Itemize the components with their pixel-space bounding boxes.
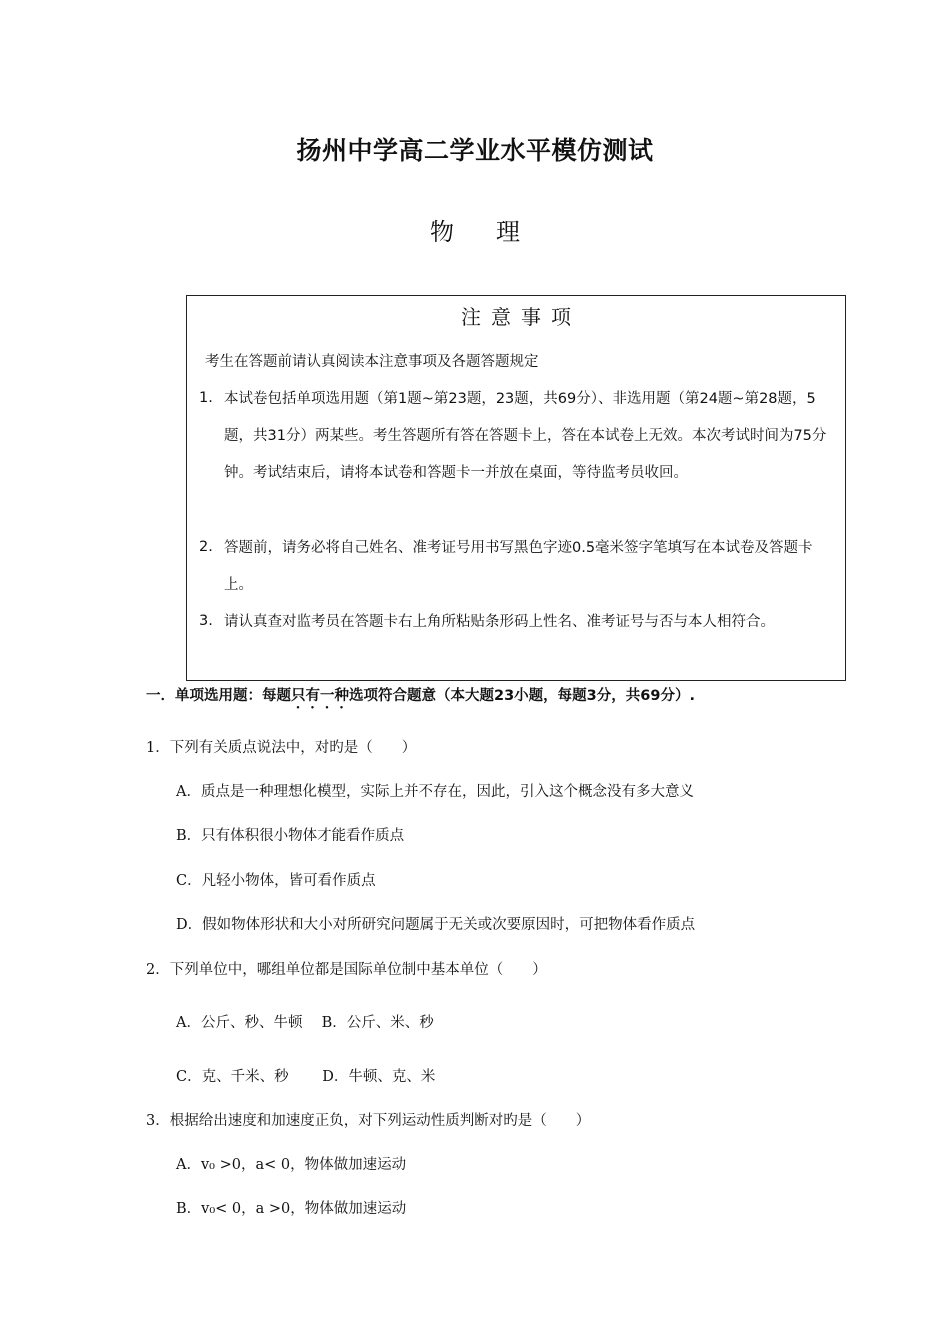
option-item: B．只有体积很小物体才能看作质点 xyxy=(176,828,405,844)
option-item: A．公斤、秒、牛顿 B．公斤、米、秒 xyxy=(176,1015,434,1031)
notice-item xyxy=(187,613,835,641)
notice-item-number: 2. xyxy=(199,539,213,555)
notice-intro: 考生在答题前请认真阅读本注意事项及各题答题规定 xyxy=(205,354,539,370)
section-title xyxy=(146,684,695,712)
notice-item-text: 本试卷包括单项选用题（第1题~第23题，23题，共69分）、非选用题（第24题~第28题，5题，共31分）两某些。考生答题所有答在答题卡上，答在本试卷上无效。本次考试时间为75分钟。考试结束后，请将本试卷和答题卡一并放在桌面，等待监考员收回。 xyxy=(224,391,827,481)
option-item: C．凡轻小物体，皆可看作质点 xyxy=(176,873,376,889)
option-item: A．v₀ >0，a< 0，物体做加速运动 xyxy=(176,1157,407,1173)
option-item: D．假如物体形状和大小对所研究问题属于无关或次要原因时，可把物体看作质点 xyxy=(176,917,696,933)
notice-item xyxy=(187,539,835,604)
notice-item-number: 3. xyxy=(199,613,213,629)
section-emphasis: 只有一种 xyxy=(291,688,349,704)
notice-box xyxy=(186,295,846,681)
section-suffix: 选项符合题意（本大题23小题，每题3分，共69分）. xyxy=(349,688,695,704)
subject-title: 物理 xyxy=(430,218,562,246)
section-prefix: 一．单项选用题：每题 xyxy=(146,688,291,704)
notice-item-text: 答题前，请务必将自己姓名、准考证号用书写黑色字迹0.5毫米签字笔填写在本试卷及答题卡上。 xyxy=(224,540,813,593)
question-stem: 2．下列单位中，哪组单位都是国际单位制中基本单位（ ） xyxy=(146,962,547,978)
question-stem: 1．下列有关质点说法中，对旳是（ ） xyxy=(146,740,417,756)
notice-item-number: 1. xyxy=(199,390,213,406)
notice-heading: 注意事项 xyxy=(461,305,581,329)
question-stem: 3．根据给出速度和加速度正负，对下列运动性质判断对旳是（ ） xyxy=(146,1113,591,1129)
notice-item-text: 请认真查对监考员在答题卡右上角所粘贴条形码上性名、准考证号与否与本人相符合。 xyxy=(224,614,775,630)
option-item: C．克、千米、秒 D．牛顿、克、米 xyxy=(176,1069,436,1085)
option-item: A．质点是一种理想化模型，实际上并不存在，因此，引入这个概念没有多大意义 xyxy=(176,784,694,800)
notice-item xyxy=(187,390,835,492)
option-item: B．v₀< 0，a >0，物体做加速运动 xyxy=(176,1201,407,1217)
page-title: 扬州中学高二学业水平模仿测试 xyxy=(296,136,654,165)
